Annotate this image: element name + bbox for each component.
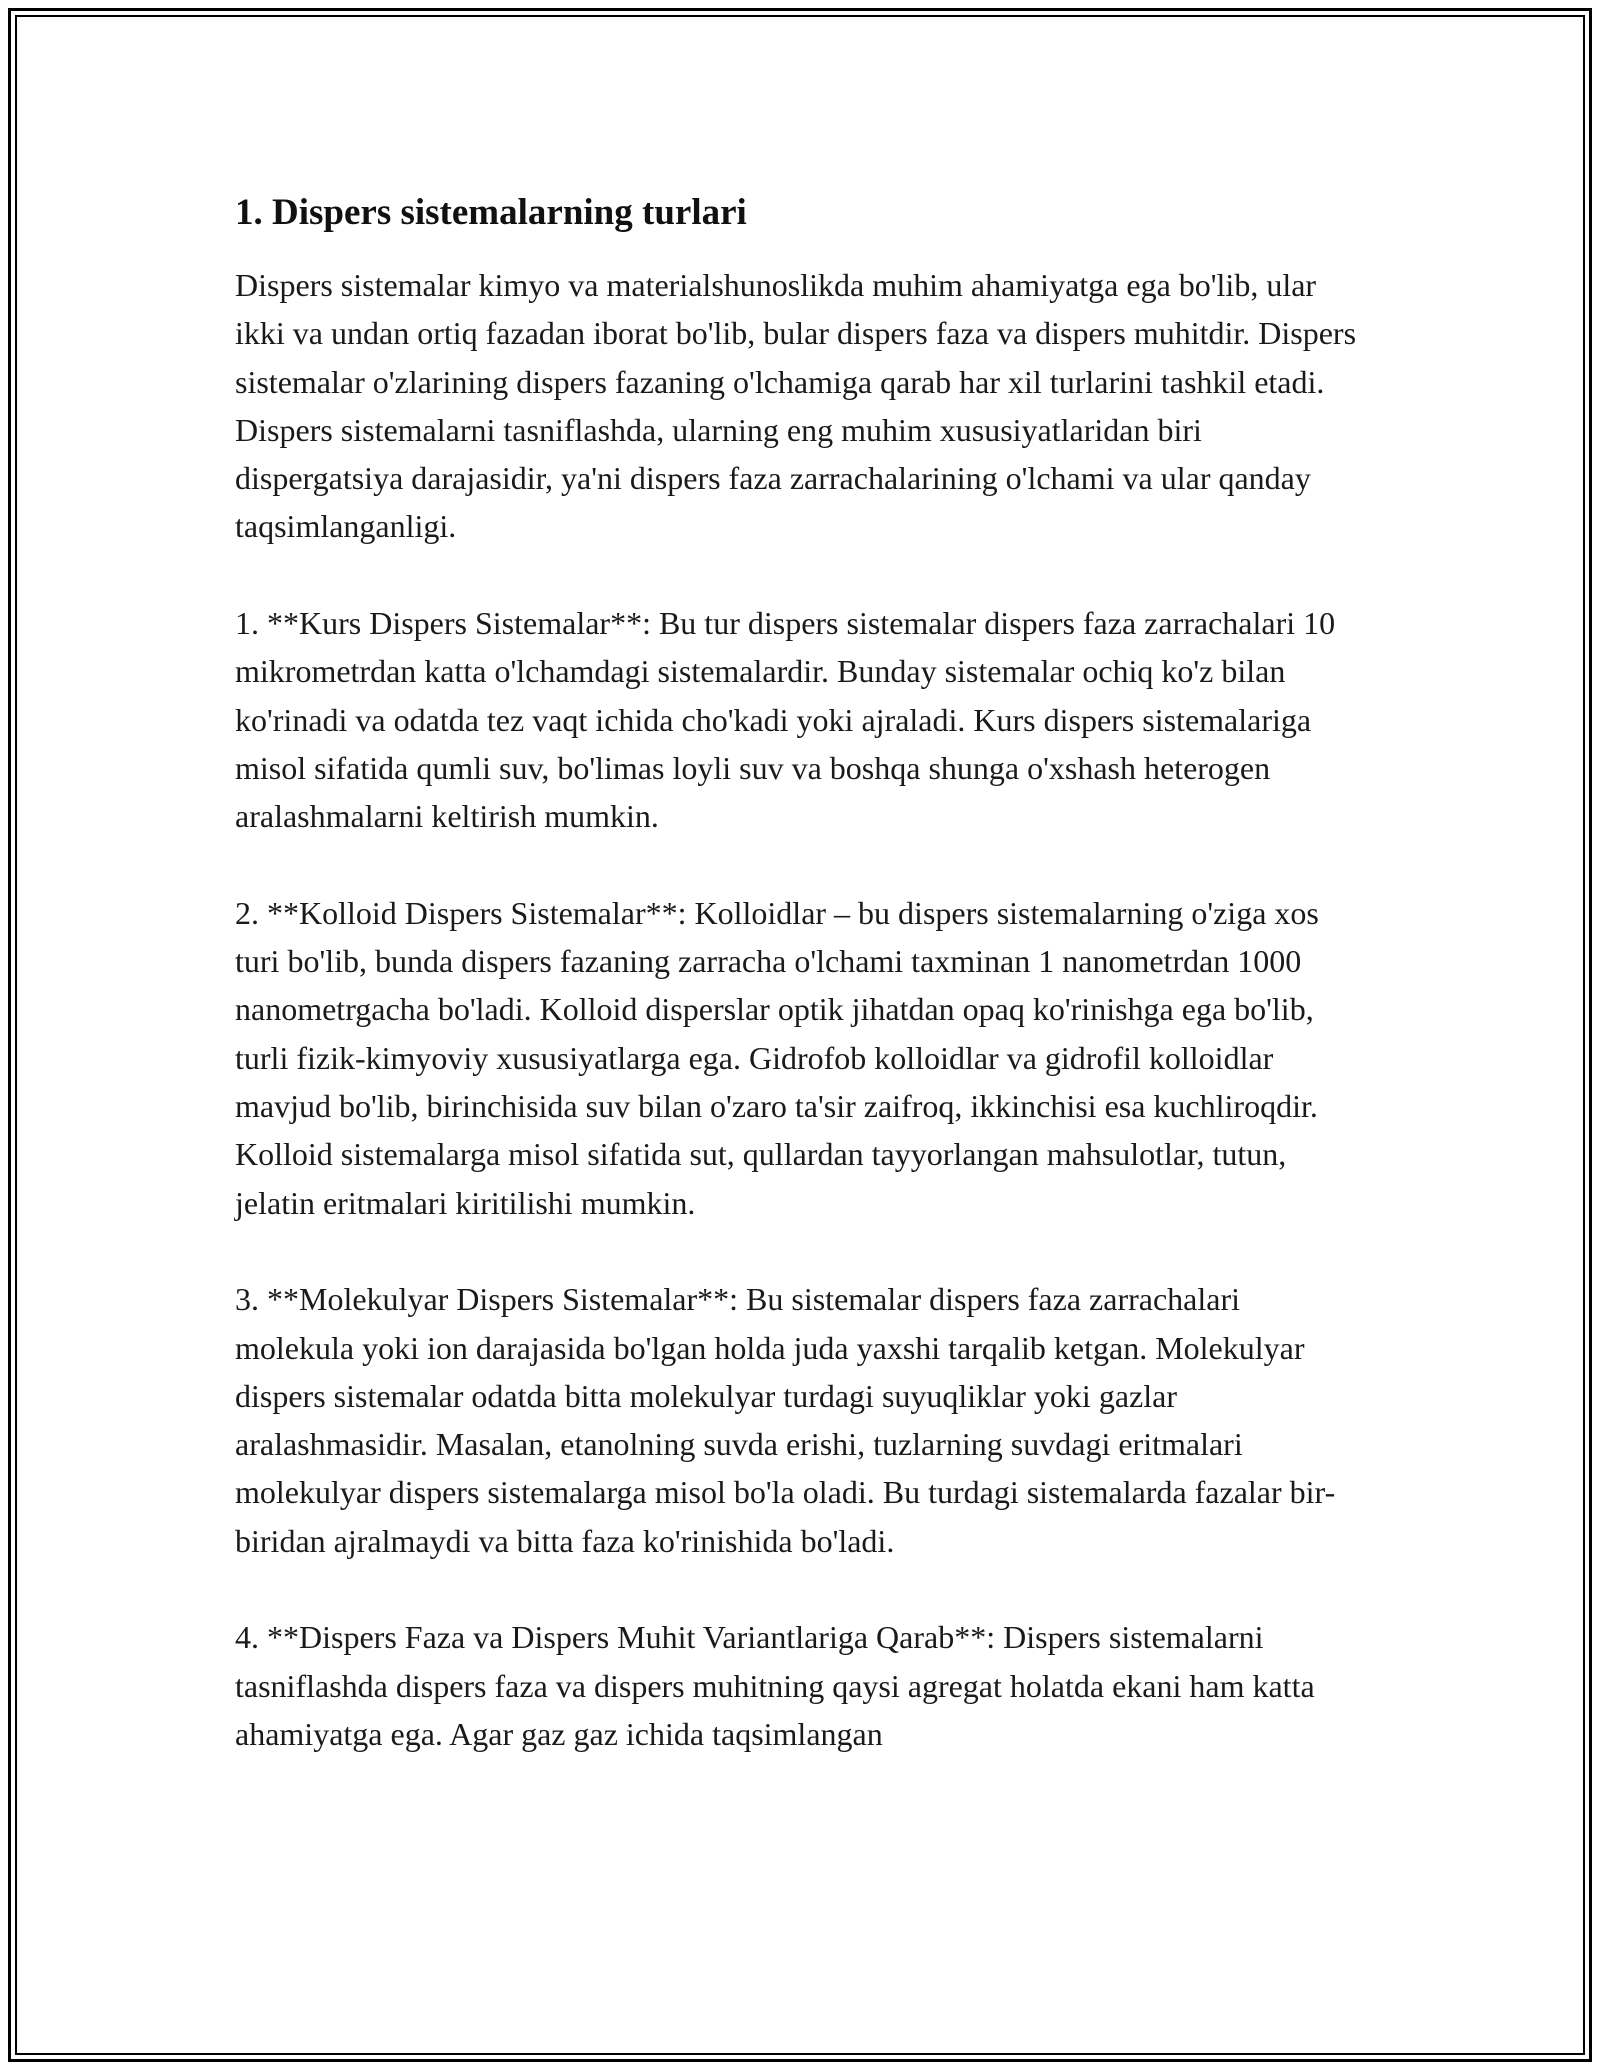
intro-paragraph: Dispers sistemalar kimyo va materialshunoslikda muhim ahamiyatga ega bo'lib, ular ikki va undan ortiq fazadan iborat bo'lib, bular dispers faza va dispers muhitdir. Dispers sistemalar o'zlarining dispers fazaning o'lchamiga qarab har xil turlarini tashkil etadi. Dispers sistemalarni tasniflashda, ularning eng muhim xususiyatlaridan biri dispergatsiya darajasidir, ya'ni dispers faza zarrachalarining o'lchami va ular qanday taqsimlanganligi. — [235, 267, 1357, 545]
list-item-phase-medium-variants: 4. **Dispers Faza va Dispers Muhit Variantlariga Qarab**: Dispers sistemalarni tasniflashda dispers faza va dispers muhitning qaysi agregat holatda ekani ham katta ahamiyatga ega. Agar gaz gaz ichida taqsimlangan — [235, 1619, 1315, 1752]
document-body — [235, 185, 1365, 1807]
list-item-molecular-dispersions: 3. **Molekulyar Dispers Sistemalar**: Bu sistemalar dispers faza zarrachalari molekula yoki ion darajasida bo'lgan holda juda yaxshi tarqalib ketgan. Molekulyar dispers sistemalar odatda bitta molekulyar turdagi suyuqliklar yoki gazlar aralashmasidir. Masalan, etanolning suvda erishi, tuzlarning suvdagi eritmalari molekulyar dispers sistemalarga misol bo'la oladi. Bu turdagi sistemalarda fazalar bir-biridan ajralmaydi va bitta faza ko'rinishida bo'ladi. — [235, 1281, 1336, 1559]
list-item-coarse-dispersions: 1. **Kurs Dispers Sistemalar**: Bu tur dispers sistemalar dispers faza zarrachalari 10 mikrometrdan katta o'lchamdagi sistemalardir. Bunday sistemalar ochiq ko'z bilan ko'rinadi va odatda tez vaqt ichida cho'kadi yoki ajraladi. Kurs dispers sistemalariga misol sifatida qumli suv, bo'limas loyli suv va boshqa shunga o'xshash heterogen aralashmalarni keltirish mumkin. — [235, 605, 1336, 835]
list-item-colloid-dispersions: 2. **Kolloid Dispers Sistemalar**: Kolloidlar – bu dispers sistemalarning o'ziga xos turi bo'lib, bunda dispers fazaning zarracha o'lchami taxminan 1 nanometrdan 1000 nanometrgacha bo'ladi. Kolloid disperslar optik jihatdan opaq ko'rinishga ega bo'lib, turli fizik-kimyoviy xususiyatlarga ega. Gidrofob kolloidlar va gidrofil kolloidlar mavjud bo'lib, birinchisida suv bilan o'zaro ta'sir zaifroq, ikkinchisi esa kuchliroqdir. Kolloid sistemalarga misol sifatida sut, qullardan tayyorlangan mahsulotlar, tutun, jelatin eritmalari kiritilishi mumkin. — [235, 894, 1319, 1221]
section-heading: 1. Dispers sistemalarning turlari — [235, 192, 747, 233]
